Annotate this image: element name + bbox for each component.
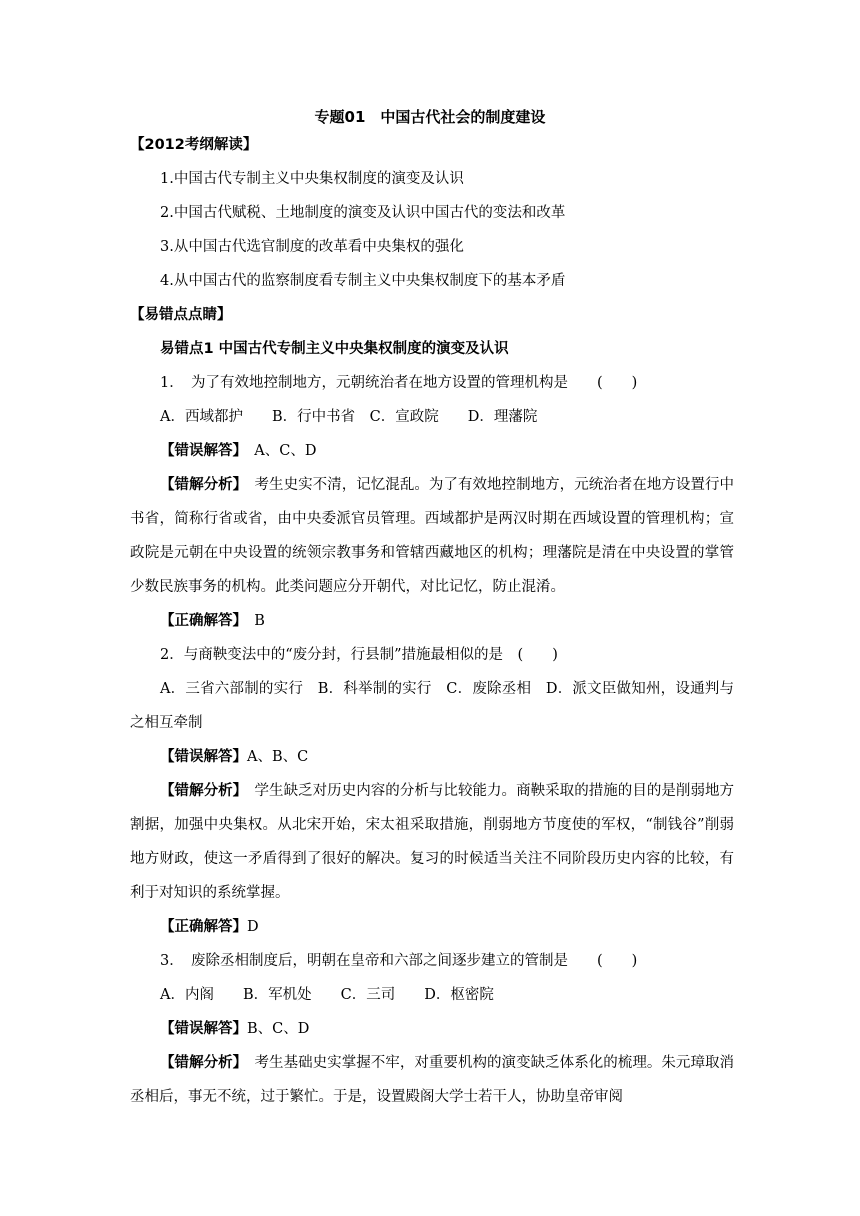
- wrong-answer-label: 【错误解答】: [160, 1021, 247, 1037]
- correct-answer-label: 【正确解答】: [160, 919, 247, 935]
- analysis-label: 【错解分析】: [160, 1055, 240, 1071]
- q1-analysis: [130, 468, 734, 604]
- section-subheading: 易错点1 中国古代专制主义中央集权制度的演变及认识: [160, 341, 509, 357]
- analysis-text: 考生基础史实掌握不牢，对重要机构的演变缺乏体系化的梳理。朱元璋取消丞相后，事无不统，过于繁忙。于是，设置殿阁大学士若干人，协助皇帝审阅: [130, 1055, 735, 1105]
- wrong-answer-value: B、C、D: [247, 1021, 310, 1037]
- wrong-answer-label: 【错误解答】: [160, 443, 240, 459]
- q2-options: A．三省六部制的实行 B．科举制的实行 C．废除丞相 D．派文臣做知州，设通判与之相互牵制: [130, 681, 734, 731]
- correct-answer-value: B: [254, 613, 265, 629]
- syllabus-item: 3.从中国古代选官制度的改革看中央集权的强化: [160, 239, 464, 255]
- q1-stem: 1． 为了有效地控制地方，元朝统治者在地方设置的管理机构是 ( ): [160, 375, 638, 391]
- wrong-answer-label: 【错误解答】: [160, 749, 247, 765]
- section-heading: 【易错点点睛】: [130, 307, 232, 323]
- syllabus-heading: 【2012考纲解读】: [130, 137, 258, 153]
- analysis-text: 学生缺乏对历史内容的分析与比较能力。商鞅采取的措施的目的是削弱地方割据，加强中央集权。从北宋开始，宋太祖采取措施，削弱地方节度使的军权，“制钱谷”削弱地方财政，使这一矛盾得到了很好的解决。复习的时候适当关注不同阶段历史内容的比较，有利于对知识的系统掌握。: [130, 783, 735, 901]
- correct-answer-label: 【正确解答】: [160, 613, 240, 629]
- syllabus-item: 2.中国古代赋税、土地制度的演变及认识中国古代的变法和改革: [160, 205, 566, 221]
- syllabus-item: 4.从中国古代的监察制度看专制主义中央集权制度下的基本矛盾: [160, 273, 566, 289]
- analysis-label: 【错解分析】: [160, 477, 240, 493]
- analysis-text: 考生史实不清，记忆混乱。为了有效地控制地方，元统治者在地方设置行中书省，简称行省或省，由中央委派官员管理。西域都护是两汉时期在西域设置的管理机构；宣政院是元朝在中央设置的统领宗教事务和管辖西藏地区的机构；理藩院是清在中央设置的掌管少数民族事务的机构。此类问题应分开朝代，对比记忆，防止混淆。: [130, 477, 735, 595]
- wrong-answer-value: A、B、C: [247, 749, 309, 765]
- q1-wrong-answer: [130, 434, 734, 468]
- correct-answer-value: D: [247, 919, 259, 935]
- q3-wrong-answer: [130, 1012, 734, 1046]
- q2-analysis: [130, 774, 734, 910]
- q1-correct-answer: [130, 604, 734, 638]
- q3-options: A．内阁 B．军机处 C．三司 D．枢密院: [160, 987, 494, 1003]
- page-title: 专题01 中国古代社会的制度建设: [314, 108, 546, 126]
- q3-stem: 3． 废除丞相制度后，明朝在皇帝和六部之间逐步建立的管制是 ( ): [160, 953, 638, 969]
- q1-options: A．西域都护 B．行中书省 C．宣政院 D．理藩院: [160, 409, 538, 425]
- q3-analysis: [130, 1046, 734, 1114]
- wrong-answer-value: A、C、D: [254, 443, 317, 459]
- document-body: [130, 128, 734, 1114]
- q2-correct-answer: [130, 910, 734, 944]
- q2-wrong-answer: [130, 740, 734, 774]
- q2-stem: 2．与商鞅变法中的“废分封，行县制”措施最相似的是 ( ): [160, 647, 558, 663]
- analysis-label: 【错解分析】: [160, 783, 240, 799]
- syllabus-item: 1.中国古代专制主义中央集权制度的演变及认识: [160, 171, 464, 187]
